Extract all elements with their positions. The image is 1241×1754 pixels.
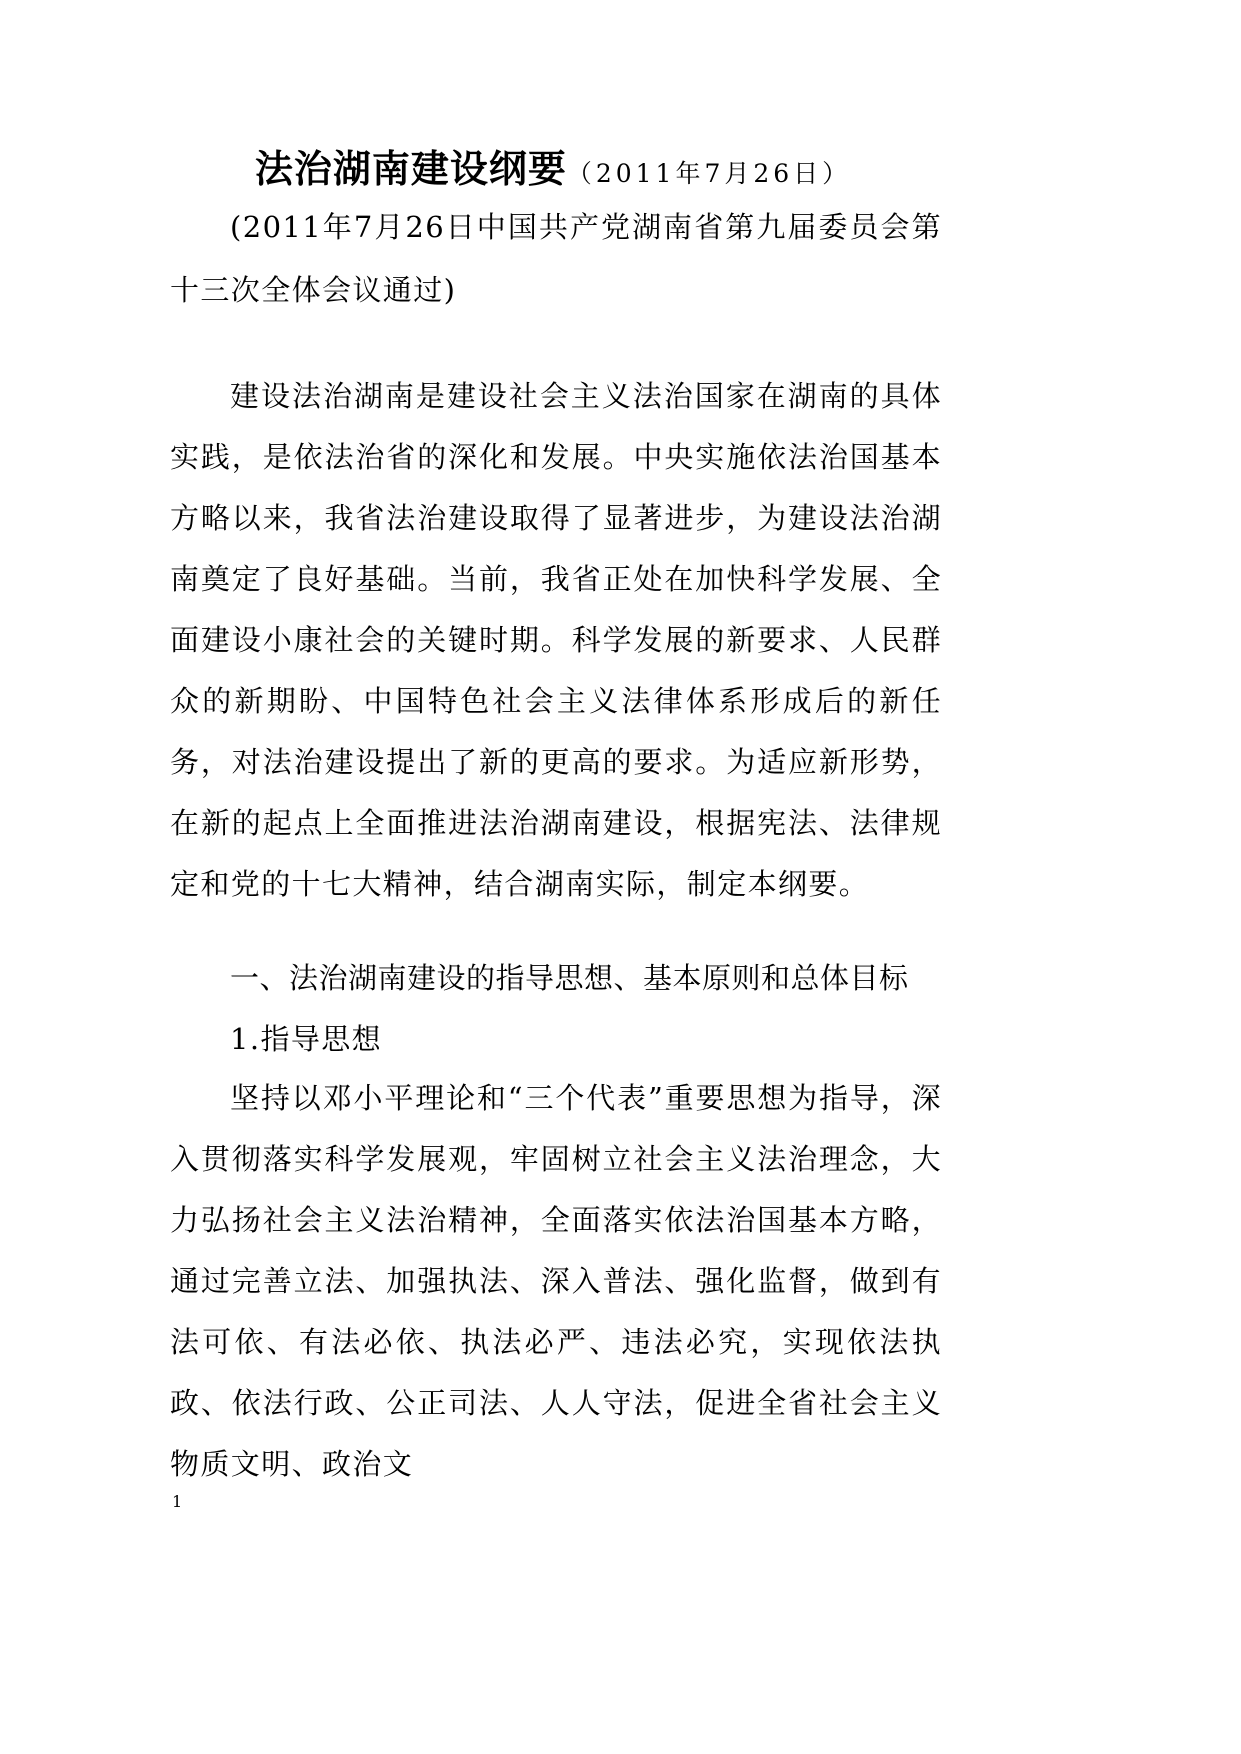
guiding-ideology-paragraph: 坚持以邓小平理论和“三个代表”重要思想为指导，深入贯彻落实科学发展观，牢固树立社会主义法治理念，大力弘扬社会主义法治精神，全面落实依法治国基本方略，通过完善立法、加强执法、深入普法、强化监督，做到有法可依、有法必依、执法必严、违法必究，实现依法执政、依法行政、公正司法、人人守法，促进全省社会主义物质文明、政治文: [170, 1081, 942, 1481]
title-main: 法治湖南建设纲要: [254, 147, 567, 191]
subsection-heading: 1.指导思想: [230, 1022, 383, 1056]
page-number: 1: [172, 1492, 183, 1511]
adoption-note: (2011年7月26日中国共产党湖南省第九届委员会第十三次全体会议通过): [170, 210, 942, 307]
intro-paragraph: 建设法治湖南是建设社会主义法治国家在湖南的具体实践，是依法治省的深化和发展。中央实施依法治国基本方略以来，我省法治建设取得了显著进步，为建设法治湖南奠定了良好基础。当前，我省正处在加快科学发展、全面建设小康社会的关键时期。科学发展的新要求、人民群众的新期盼、中国特色社会主义法律体系形成后的新任务，对法治建设提出了新的更高的要求。为适应新形势，在新的起点上全面推进法治湖南建设，根据宪法、法律规定和党的十七大精神，结合湖南实际，制定本纲要。: [170, 379, 942, 901]
section-heading: 一、法治湖南建设的指导思想、基本原则和总体目标: [230, 961, 909, 995]
document-title: [0, 138, 1106, 193]
title-date: （2011年7月26日）: [566, 159, 852, 188]
